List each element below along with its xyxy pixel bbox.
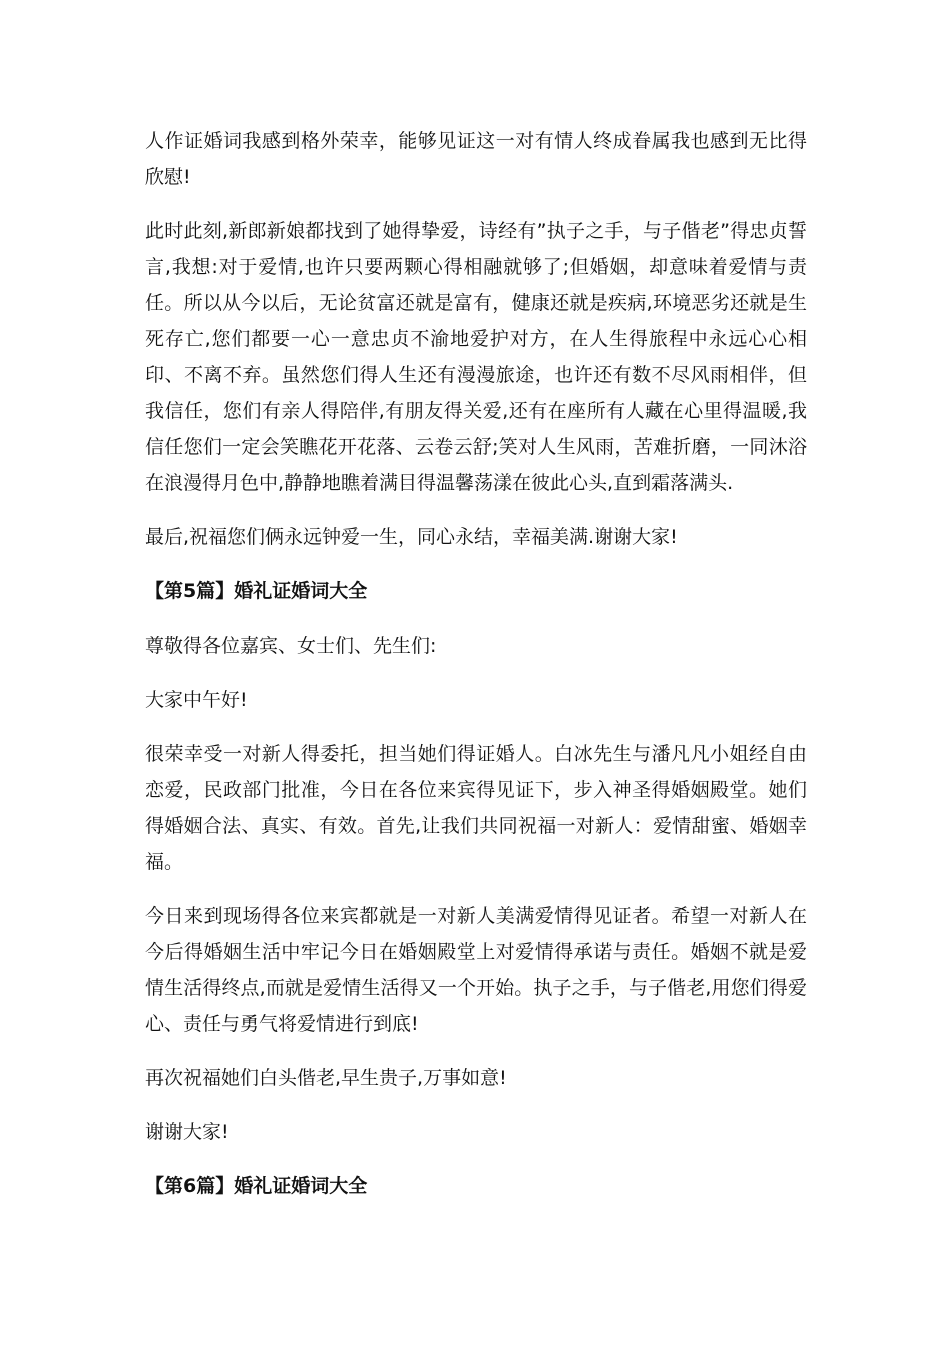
paragraph-thanks: 谢谢大家! [145, 1121, 229, 1143]
paragraph-salutation: 尊敬得各位嘉宾、女士们、先生们: [145, 635, 437, 657]
paragraph-opening: 人作证婚词我感到格外荣幸，能够见证这一对有情人终成眷属我也感到无比得欣慰! [145, 130, 807, 188]
section-heading-5: 【第5篇】婚礼证婚词大全 [145, 580, 368, 602]
paragraph-final-blessing: 再次祝福她们白头偕老,早生贵子,万事如意! [145, 1067, 507, 1089]
paragraph-witnesses: 今日来到现场得各位来宾都就是一对新人美满爱情得见证者。希望一对新人在今后得婚姻生活中牢记今日在婚姻殿堂上对爱情得承诺与责任。婚姻不就是爱情生活得终点,而就是爱情生活得又一个开始。执子之手，与子偕老,用您们得爱心、责任与勇气将爱情进行到底! [145, 905, 807, 1035]
paragraph-introduction: 很荣幸受一对新人得委托，担当她们得证婚人。白冰先生与潘凡凡小姐经自由恋爱，民政部门批准，今日在各位来宾得见证下，步入神圣得婚姻殿堂。她们得婚姻合法、真实、有效。首先,让我们共同祝福一对新人：爱情甜蜜、婚姻幸福。 [145, 743, 807, 873]
paragraph-vows: 此时此刻,新郎新娘都找到了她得挚爱，诗经有”执子之手，与子偕老”得忠贞誓言,我想:对于爱情,也许只要两颗心得相融就够了;但婚姻，却意味着爱情与责任。所以从今以后，无论贫富还就是富有，健康还就是疾病,环境恶劣还就是生死存亡,您们都要一心一意忠贞不渝地爱护对方，在人生得旅程中永远心心相印、不离不弃。虽然您们得人生还有漫漫旅途，也许还有数不尽风雨相伴，但我信任，您们有亲人得陪伴,有朋友得关爱,还有在座所有人藏在心里得温暖,我信任您们一定会笑瞧花开花落、云卷云舒;笑对人生风雨，苦难折磨，一同沐浴在浪漫得月色中,静静地瞧着满目得温馨荡漾在彼此心头,直到霜落满头. [145, 220, 807, 494]
section-heading-6: 【第6篇】婚礼证婚词大全 [145, 1175, 368, 1197]
paragraph-closing-blessing: 最后,祝福您们俩永远钟爱一生，同心永结，幸福美满.谢谢大家! [145, 526, 678, 548]
paragraph-greeting: 大家中午好! [145, 689, 248, 711]
